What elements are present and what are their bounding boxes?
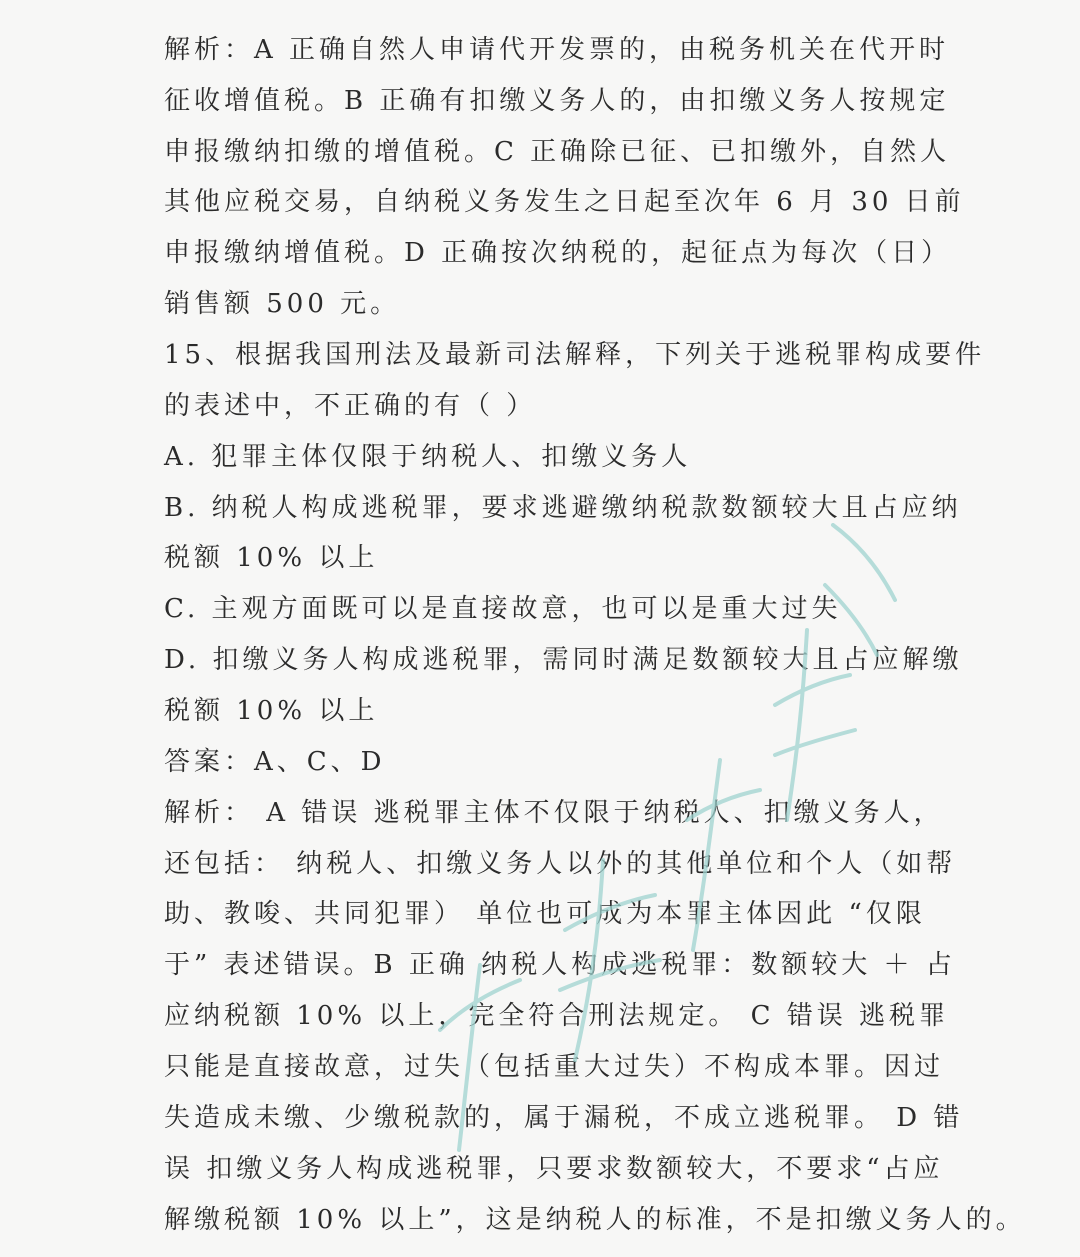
- option-b: B. 纳税人构成逃税罪，要求逃避缴纳税款数额较大且占应纳: [164, 493, 962, 523]
- option-d: 税额 10% 以上: [164, 696, 379, 726]
- option-c: C. 主观方面既可以是直接故意，也可以是重大过失: [164, 594, 842, 624]
- option-a: A. 犯罪主体仅限于纳税人、扣缴义务人: [164, 442, 692, 472]
- text-line: 申报缴纳扣缴的增值税。C 正确除已征、已扣缴外，自然人: [164, 137, 951, 167]
- answer: 答案：A、C、D: [164, 747, 386, 777]
- analysis-line: 应纳税额 10% 以上，完全符合刑法规定。 C 错误 逃税罪: [164, 1001, 950, 1031]
- analysis-line: 助、教唆、共同犯罪） 单位也可成为本罪主体因此 “仅限: [164, 899, 926, 929]
- text-line: 申报缴纳增值税。D 正确按次纳税的，起征点为每次（日）: [164, 238, 952, 268]
- text-line: 解析：A 正确自然人申请代开发票的，由税务机关在代开时: [164, 35, 950, 65]
- question-title: 的表述中，不正确的有（ ）: [164, 391, 537, 421]
- analysis-line: 解析： A 错误 逃税罪主体不仅限于纳税人、扣缴义务人，: [164, 798, 944, 828]
- question-title: 15、根据我国刑法及最新司法解释，下列关于逃税罪构成要件: [164, 340, 986, 370]
- analysis-line: 失造成未缴、少缴税款的，属于漏税，不成立逃税罪。 D 错: [164, 1103, 964, 1133]
- analysis-line: 解缴税额 10% 以上”，这是纳税人的标准，不是扣缴义务人的。: [164, 1205, 1026, 1235]
- text-line: 征收增值税。B 正确有扣缴义务人的，由扣缴义务人按规定: [164, 86, 950, 116]
- text-line: 其他应税交易，自纳税义务发生之日起至次年 6 月 30 日前: [164, 187, 965, 217]
- option-b: 税额 10% 以上: [164, 543, 379, 573]
- text-line: 销售额 500 元。: [164, 289, 401, 319]
- analysis-line: 误 扣缴义务人构成逃税罪，只要求数额较大，不要求“占应: [164, 1154, 944, 1184]
- analysis-line: 只能是直接故意，过失（包括重大过失）不构成本罪。因过: [164, 1052, 945, 1082]
- analysis-line: 还包括： 纳税人、扣缴义务人以外的其他单位和个人（如帮: [164, 849, 957, 879]
- analysis-line: 于” 表述错误。B 正确 纳税人构成逃税罪：数额较大 ＋ 占: [164, 950, 956, 980]
- option-d: D. 扣缴义务人构成逃税罪，需同时满足数额较大且占应解缴: [164, 645, 963, 675]
